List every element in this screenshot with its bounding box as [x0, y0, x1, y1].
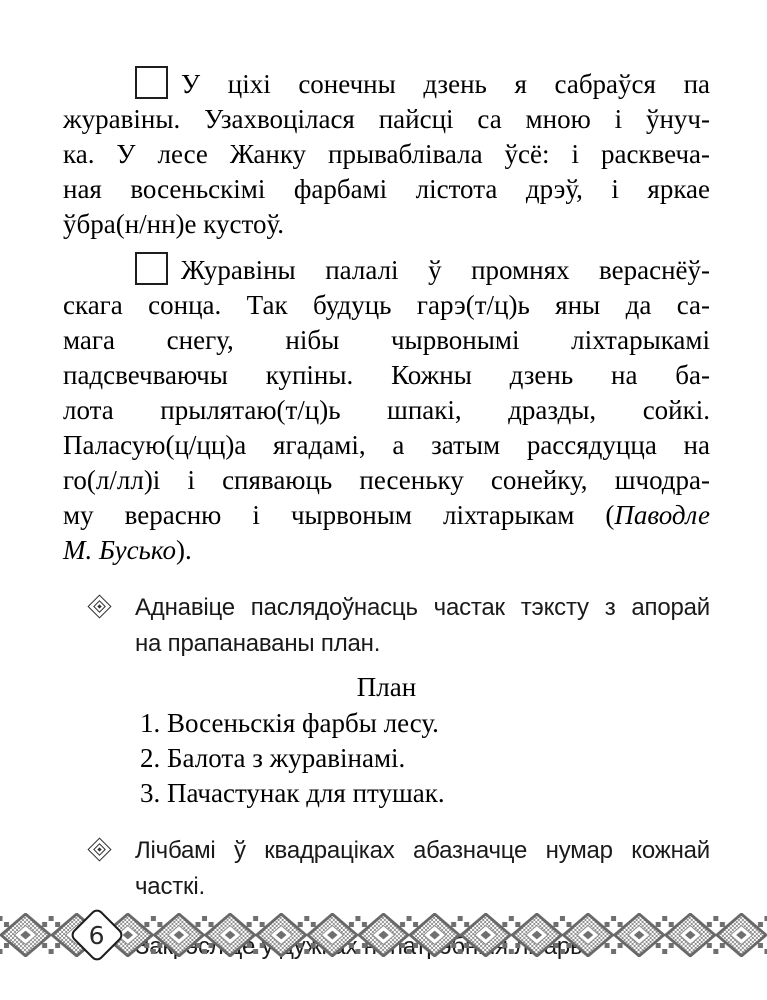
text-segment: ная восеньскімі фарбамі лістота дрэў, і яркае [63, 174, 710, 204]
story-paragraph [63, 66, 710, 242]
page-number: 6 [89, 920, 105, 950]
task-diamond-icon-core [97, 847, 102, 852]
text-segment: Журавіны палалі ў промнях вераснёў- [181, 255, 710, 285]
task-text-line [135, 626, 710, 662]
text-segment: ). [175, 535, 192, 565]
text-line [63, 137, 710, 172]
task-diamond-icon-core [97, 604, 102, 609]
text-segment: Лічбамі ў квадраціках абазначце нумар кожнай [135, 837, 710, 864]
text-line [63, 463, 710, 498]
text-segment: М. Бусько [63, 535, 176, 565]
task-restore-order [63, 590, 710, 662]
text-line [63, 428, 710, 463]
text-line [63, 66, 710, 102]
task-diamond-icon [87, 594, 111, 618]
text-segment: У ціхі сонечны дзень я сабраўся па [181, 69, 710, 99]
plan-item-text: Пачастунак для птушак. [160, 778, 445, 808]
plan-item-number: 3. [140, 778, 161, 808]
text-segment: журавіны. Узахвоцілася пайсці са мною і ўнуч- [63, 104, 710, 134]
text-line [63, 358, 710, 393]
text-line [63, 102, 710, 137]
text-line [63, 172, 710, 207]
task-text-line [135, 833, 710, 869]
task-diamond-icon-inner [93, 600, 106, 613]
task-text [135, 833, 710, 905]
plan-item-text: Балота з журавінамі. [160, 743, 406, 773]
task-text [135, 590, 710, 662]
text-segment: ка. У лесе Жанку прываблівала ўсё: і расквеча- [63, 139, 710, 169]
text-segment: часткі. [135, 873, 205, 900]
part-number-checkbox[interactable] [135, 66, 168, 99]
text-segment: падсвечваючы купіны. Кожны дзень на ба- [63, 360, 710, 390]
plan-block [63, 670, 710, 811]
text-segment: ўбра(н/нн)е кустоў. [63, 209, 284, 239]
story-text [63, 66, 710, 568]
exercise-tasks [63, 590, 710, 965]
text-line [63, 252, 710, 288]
text-segment: лота прылятаю(т/ц)ь шпакі, дразды, сойкі. [63, 395, 710, 425]
text-line [63, 323, 710, 358]
text-segment: Паласую(ц/цц)а ягадамі, а затым рассядуцца на [63, 430, 710, 460]
plan-items [63, 706, 710, 811]
task-text-line [135, 869, 710, 905]
task-text-line [135, 590, 710, 626]
story-paragraph [63, 252, 710, 568]
text-line [63, 393, 710, 428]
task-number-parts [63, 833, 710, 905]
plan-item [140, 706, 710, 741]
plan-item-number: 1. [140, 708, 161, 738]
text-line [63, 288, 710, 323]
text-segment: Паводле [614, 500, 710, 530]
task-diamond-icon-inner [93, 843, 106, 856]
text-segment: скага сонца. Так будуць гарэ(т/ц)ь яны да са- [63, 290, 710, 320]
text-segment: на прапанаваны план. [135, 630, 381, 657]
plan-title: План [356, 672, 417, 702]
text-segment: мага снегу, нібы чырвонымі ліхтарыкамі [63, 325, 710, 355]
text-line [63, 533, 710, 568]
task-diamond-icon [87, 837, 111, 861]
text-line [63, 207, 710, 242]
text-segment: го(л/лл)і і спяваюць песеньку сонейку, шчодра- [63, 465, 710, 495]
plan-item-text: Восеньскія фарбы лесу. [160, 708, 439, 738]
plan-item [140, 741, 710, 776]
plan-item [140, 776, 710, 811]
text-segment: му верасню і чырвоным ліхтарыкам ( [63, 500, 615, 530]
part-number-checkbox[interactable] [135, 252, 168, 285]
text-segment: Аднавіце паслядоўнасць частак тэксту з апорай [135, 594, 710, 621]
plan-item-number: 2. [140, 743, 161, 773]
text-line [63, 498, 710, 533]
